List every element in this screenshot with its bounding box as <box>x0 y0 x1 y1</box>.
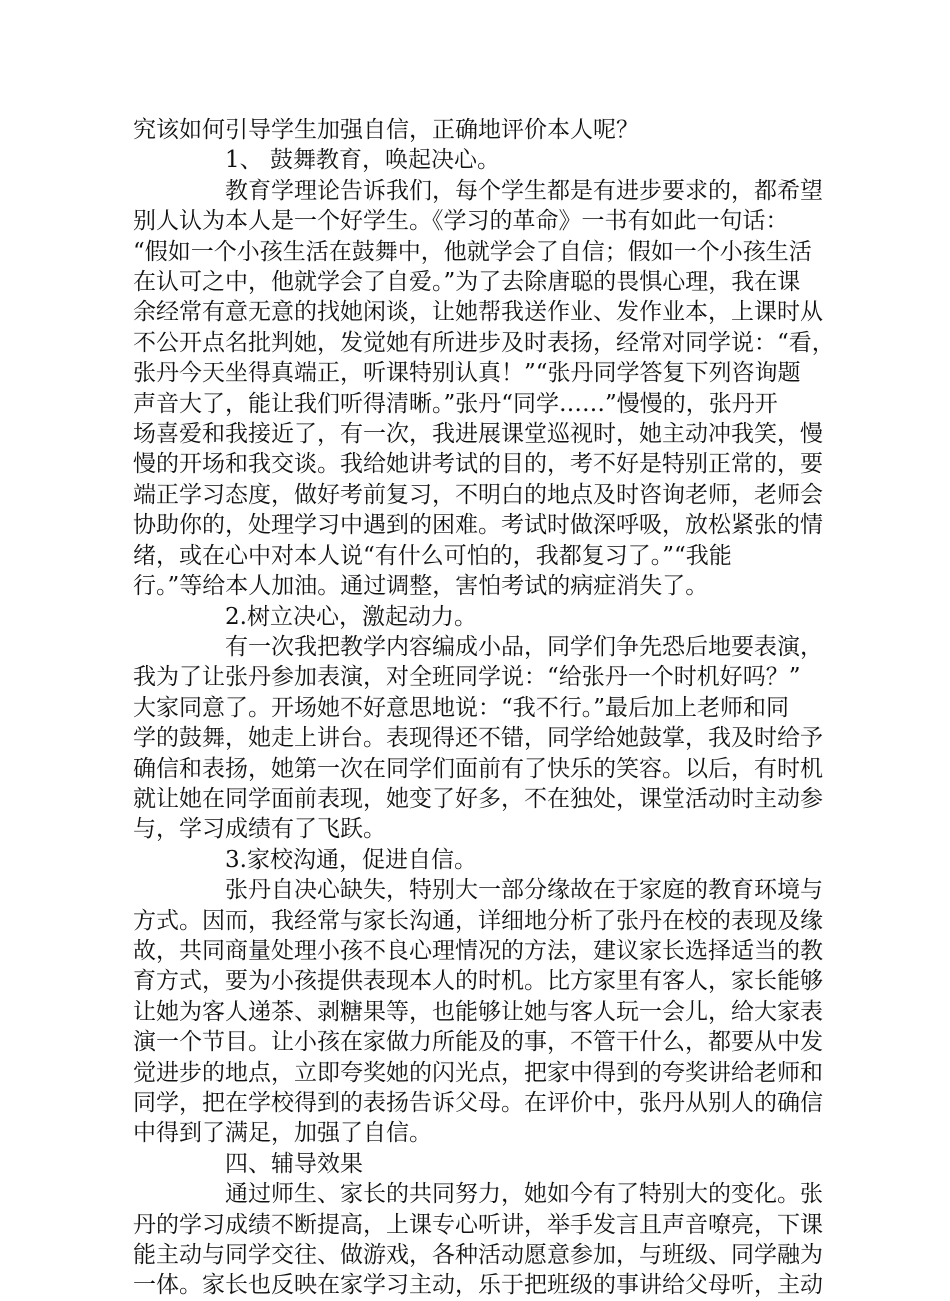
text-line: 育方式，要为小孩提供表现本人的时机。比方家里有客人，家长能够 <box>133 968 823 995</box>
heading-text: 2.树立决心，激起动力。 <box>225 603 477 630</box>
text-line: 余经常有意无意的找她闲谈，让她帮我送作业、发作业本，上课时从 <box>133 299 823 326</box>
section-heading <box>133 145 823 175</box>
paragraph <box>133 176 835 602</box>
text-line: 方式。因而，我经常与家长沟通，详细地分析了张丹在校的表现及缘 <box>133 907 823 934</box>
text-line: 大家同意了。开场她不好意思地说：“我不行。”最后加上老师和同 <box>133 694 790 721</box>
heading-text: 四、辅导效果 <box>225 1150 363 1177</box>
text-line: 在认可之中，他就学会了自爱。”为了去除唐聪的畏惧心理，我在课 <box>133 269 801 296</box>
section-heading <box>133 602 823 632</box>
text-line: 觉进步的地点，立即夸奖她的闪光点，把家中得到的夸奖讲给老师和 <box>133 1059 823 1086</box>
paragraph <box>133 632 823 845</box>
section-heading <box>133 845 823 875</box>
text-line: 场喜爱和我接近了，有一次，我进展课堂巡视时，她主动冲我笑，慢 <box>133 421 823 448</box>
text-line: 声音大了，能让我们听得清晰。”张丹“同学……”慢慢的，张丹开 <box>133 390 778 417</box>
text-line: 通过师生、家长的共同努力，她如今有了特别大的变化。张 <box>133 1181 823 1208</box>
paragraph <box>133 115 823 145</box>
text-line: “假如一个小孩生活在鼓舞中，他就学会了自信；假如一个小孩生活 <box>133 238 812 265</box>
text-line: 行。”等给本人加油。通过调整，害怕考试的病症消失了。 <box>133 573 709 600</box>
text-line: 确信和表扬，她第一次在同学们面前有了快乐的笑容。以后，有时机 <box>133 755 823 782</box>
paragraph <box>133 1179 823 1301</box>
text-line: 教育学理论告诉我们，每个学生都是有进步要求的，都希望 <box>133 177 823 204</box>
text-line: 慢的开场和我交谈。我给她讲考试的目的，考不好是特别正常的，要 <box>133 451 823 478</box>
text-line: 中得到了满足，加强了自信。 <box>133 1120 432 1147</box>
text-line: 协助你的，处理学习中遇到的困难。考试时做深呼吸，放松紧张的情 <box>133 512 823 539</box>
text-line: 张丹自决心缺失，特别大一部分缘故在于家庭的教育环境与 <box>133 877 823 904</box>
document-body <box>133 115 835 1301</box>
heading-text: 1、 鼓舞教育，唤起决心。 <box>225 147 500 174</box>
text-line: 能主动与同学交往、做游戏，各种活动愿意参加，与班级、同学融为 <box>133 1242 823 1269</box>
text-line: 我为了让张丹参加表演，对全班同学说：“给张丹一个时机好吗？” <box>133 664 801 691</box>
text-line: 同学，把在学校得到的表扬告诉父母。在评价中，张丹从别人的确信 <box>133 1090 823 1116</box>
text-line: 端正学习态度，做好考前复习，不明白的地点及时咨询老师，老师会 <box>133 481 823 508</box>
text-line: 究该如何引导学生加强自信，正确地评价本人呢？ <box>133 117 639 143</box>
text-line: 学的鼓舞，她走上讲台。表现得还不错，同学给她鼓掌，我及时给予 <box>133 725 823 752</box>
paragraph <box>133 875 823 1149</box>
text-line: 就让她在同学面前表现，她变了好多，不在独处，课堂活动时主动参 <box>133 785 823 812</box>
text-line: 丹的学习成绩不断提高，上课专心听讲，举手发言且声音嘹亮，下课 <box>133 1211 823 1238</box>
text-line: 一体。家长也反映在家学习主动，乐于把班级的事讲给父母听，主动 <box>133 1272 823 1299</box>
section-heading <box>133 1149 823 1179</box>
text-line: 别人认为本人是一个好学生。《学习的革命》一书有如此一句话： <box>133 208 789 235</box>
text-line: 演一个节目。让小孩在家做力所能及的事，不管干什么，都要从中发 <box>133 1029 823 1056</box>
text-line: 让她为客人递茶、剥糖果等，也能够让她与客人玩一会儿，给大家表 <box>133 998 823 1025</box>
text-line: 不公开点名批判她，发觉她有所进步及时表扬，经常对同学说：“看， <box>133 329 835 356</box>
text-line: 张丹今天坐得真端正，听课特别认真！”“张丹同学答复下列咨询题 <box>133 360 801 387</box>
heading-text: 3.家校沟通，促进自信。 <box>225 846 477 873</box>
text-line: 与，学习成绩有了飞跃。 <box>133 816 386 843</box>
text-line: 有一次我把教学内容编成小品，同学们争先恐后地要表演， <box>133 633 823 660</box>
text-line: 绪，或在心中对本人说“有什么可怕的，我都复习了。”“我能 <box>133 542 732 569</box>
text-line: 故，共同商量处理小孩不良心理情况的方法，建议家长选择适当的教 <box>133 937 823 964</box>
